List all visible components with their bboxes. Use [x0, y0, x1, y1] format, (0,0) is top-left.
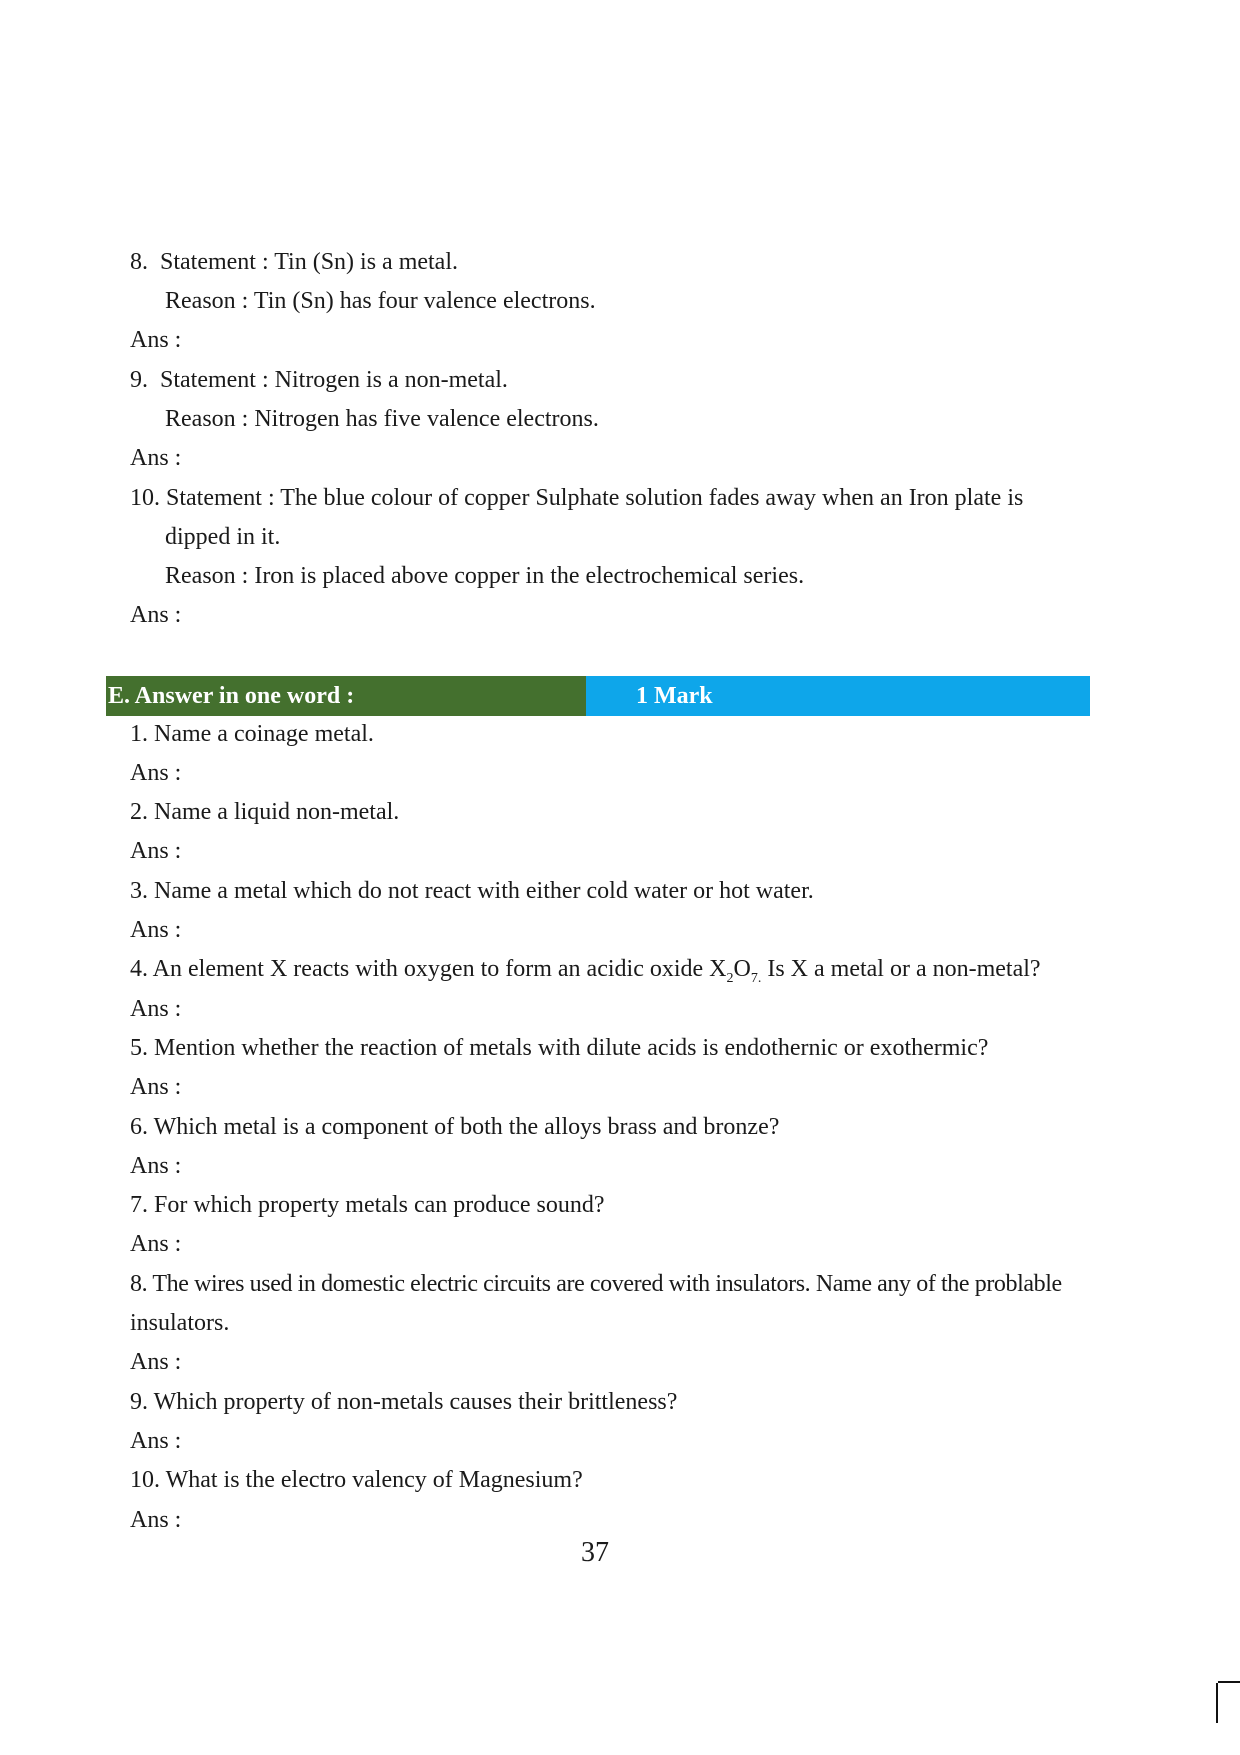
q8-reason: Reason : Tin (Sn) has four valence electrons. — [165, 288, 596, 314]
e-q4 — [130, 954, 1041, 984]
section-e-title: E. Answer in one word : — [106, 676, 586, 716]
e-q8-answer-label: Ans : — [130, 1349, 182, 1375]
q8-answer-label: Ans : — [130, 327, 182, 353]
q8-statement: 8. Statement : Tin (Sn) is a metal. — [130, 249, 458, 275]
section-e-header — [106, 676, 1090, 716]
q10-statement: 10. Statement : The blue colour of copper Sulphate solution fades away when an Iron plate is — [130, 485, 1024, 511]
e-q5-answer-label: Ans : — [130, 1074, 182, 1100]
e-q8: 8. The wires used in domestic electric circuits are covered with insulators. Name any of the problable — [130, 1271, 1062, 1297]
e-q9: 9. Which property of non-metals causes their brittleness? — [130, 1389, 678, 1415]
e-q6-answer-label: Ans : — [130, 1153, 182, 1179]
crop-mark-horizontal — [1218, 1681, 1240, 1683]
e-q1-answer-label: Ans : — [130, 760, 182, 786]
q10-reason: Reason : Iron is placed above copper in the electrochemical series. — [165, 563, 805, 589]
e-q4-answer-label: Ans : — [130, 996, 182, 1022]
e-q3-answer-label: Ans : — [130, 917, 182, 943]
e-q1: 1. Name a coinage metal. — [130, 721, 374, 747]
crop-mark-vertical — [1216, 1683, 1218, 1723]
q9-statement: 9. Statement : Nitrogen is a non-metal. — [130, 367, 508, 393]
page-number: 37 — [581, 1537, 609, 1568]
e-q6: 6. Which metal is a component of both the alloys brass and bronze? — [130, 1114, 780, 1140]
e-q10: 10. What is the electro valency of Magnesium? — [130, 1467, 583, 1493]
e-q2-answer-label: Ans : — [130, 838, 182, 864]
e-q4-text-end: Is X a metal or a non-metal? — [761, 956, 1041, 982]
q10-statement-continued: dipped in it. — [165, 524, 281, 550]
e-q3: 3. Name a metal which do not react with either cold water or hot water. — [130, 878, 814, 904]
section-e-marks: 1 Mark — [586, 676, 1090, 716]
e-q4-text-start: 4. An element X reacts with oxygen to form an acidic oxide X — [130, 956, 727, 982]
q9-reason: Reason : Nitrogen has five valence electrons. — [165, 406, 599, 432]
e-q2: 2. Name a liquid non-metal. — [130, 799, 400, 825]
e-q4-oxygen: O — [733, 956, 751, 982]
e-q4-subscript-7: 7. — [750, 971, 762, 986]
e-q10-answer-label: Ans : — [130, 1507, 182, 1533]
e-q7-answer-label: Ans : — [130, 1231, 182, 1257]
e-q7: 7. For which property metals can produce sound? — [130, 1192, 605, 1218]
e-q9-answer-label: Ans : — [130, 1428, 182, 1454]
e-q5: 5. Mention whether the reaction of metals with dilute acids is endothernic or exothermic? — [130, 1035, 989, 1061]
e-q8-continued: insulators. — [130, 1310, 230, 1336]
q10-answer-label: Ans : — [130, 602, 182, 628]
q9-answer-label: Ans : — [130, 445, 182, 471]
e-q4-subscript-2: 2 — [726, 971, 734, 986]
